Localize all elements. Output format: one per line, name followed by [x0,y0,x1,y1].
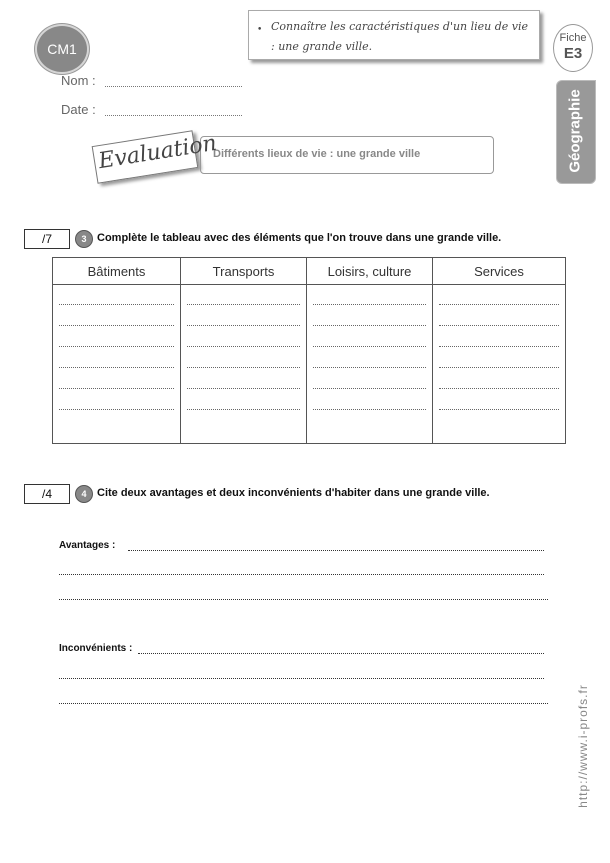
answer-line[interactable] [59,367,174,368]
answer-line[interactable] [313,346,426,347]
exercise-number-3 [75,230,93,248]
disadvantages-line[interactable] [59,678,544,679]
answer-line[interactable] [439,346,559,347]
objective-text: Connaître les caractéristiques d'un lieu de vie : une grande ville. [271,20,529,53]
date-label: Date : [61,102,96,117]
advantages-line[interactable] [59,574,544,575]
table-column [53,258,180,443]
answer-line[interactable] [187,409,300,410]
fiche-code: E3 [563,45,583,62]
level-badge [35,24,89,74]
answer-line[interactable] [439,304,559,305]
answer-line[interactable] [439,388,559,389]
name-label: Nom : [61,73,96,88]
answer-line[interactable] [439,409,559,410]
name-field[interactable] [105,86,242,87]
answer-line[interactable] [59,409,174,410]
answer-line[interactable] [439,325,559,326]
score-box-ex4 [24,484,70,504]
disadvantages-line[interactable] [59,703,548,704]
objective-box [248,10,540,60]
answer-line[interactable] [59,346,174,347]
fiche-badge [553,24,593,72]
answer-line[interactable] [187,346,300,347]
score-ex4: /4 [41,487,52,501]
exercise-number-4 [75,485,93,503]
instruction-ex4: Cite deux avantages et deux inconvénients d'habiter dans une grande ville. [97,487,490,499]
answer-line[interactable] [313,388,426,389]
answer-line[interactable] [313,367,426,368]
column-header-batiments: Bâtiments [53,258,180,285]
column-header-services: Services [433,258,565,285]
table-column [306,258,432,443]
column-header-transports: Transports [181,258,306,285]
answer-line[interactable] [187,325,300,326]
page-title: Différents lieux de vie : une grande ville [213,148,421,160]
exercise-number-3-text: 3 [81,234,87,244]
answer-line[interactable] [59,304,174,305]
answer-line[interactable] [313,325,426,326]
score-ex3: /7 [41,232,52,246]
score-box-ex3 [24,229,70,249]
table-column [180,258,306,443]
disadvantages-label: Inconvénients : [59,643,133,654]
answer-line[interactable] [187,388,300,389]
column-header-loisirs: Loisirs, culture [307,258,432,285]
site-url: http://www.i-profs.fr [576,684,590,808]
answer-line[interactable] [59,388,174,389]
table-column [432,258,565,443]
exercise-number-4-text: 4 [81,489,87,499]
fiche-label: Fiche [559,32,587,44]
advantages-line[interactable] [59,599,548,600]
answer-line[interactable] [439,367,559,368]
subject-label: Géographie [566,89,584,173]
answer-line[interactable] [187,367,300,368]
answer-line[interactable] [313,304,426,305]
advantages-line[interactable] [128,550,544,551]
objective-bullet: • [257,25,263,35]
answer-line[interactable] [59,325,174,326]
answer-line[interactable] [313,409,426,410]
answer-table [52,257,566,444]
disadvantages-line[interactable] [138,653,544,654]
instruction-ex3: Complète le tableau avec des éléments que l'on trouve dans une grande ville. [97,232,502,244]
date-field[interactable] [105,115,242,116]
advantages-label: Avantages : [59,540,116,551]
answer-line[interactable] [187,304,300,305]
level-badge-text: CM1 [47,41,77,57]
evaluation-stamp: Evaluation [96,130,219,175]
